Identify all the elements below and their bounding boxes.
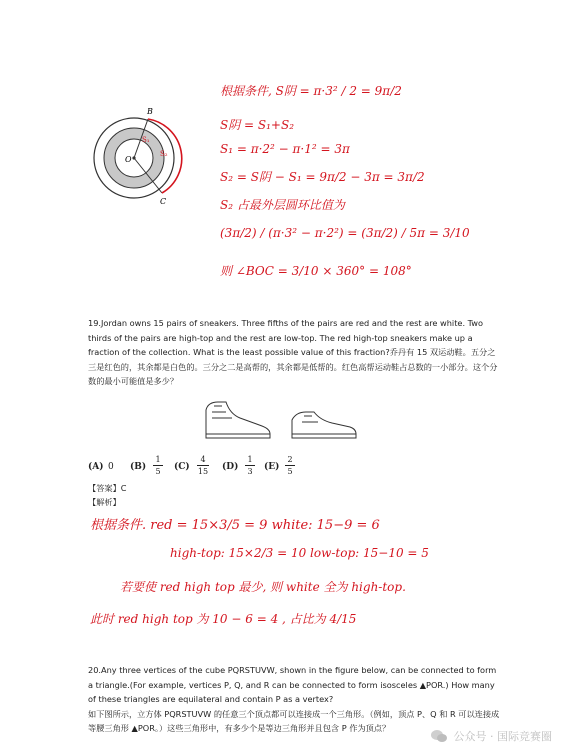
label-s1: S₁ (142, 136, 150, 144)
question-19 (88, 316, 500, 389)
answer-choices (88, 454, 388, 482)
label-o: O (125, 155, 132, 164)
label-s2: S₂ (160, 150, 168, 158)
low-top-sneaker-icon (292, 412, 356, 438)
bottom-solution-line-1: 根据条件. red = 15×3/5 = 9 white: 15−9 = 6 (90, 518, 380, 533)
choice-a-label: (A) (88, 462, 104, 472)
choice-a-value: 0 (108, 462, 114, 472)
answer-line: 【答案】C (88, 483, 127, 493)
top-solution-line-4: S₂ = S阴 − S₁ = 9π/2 − 3π = 3π/2 (220, 170, 425, 184)
top-solution-line-1: 根据条件, S阴 = π·3² / 2 = 9π/2 (220, 84, 402, 98)
high-top-sneaker-icon (206, 402, 270, 438)
choice-d-fraction: 1 3 (244, 454, 256, 477)
choice-c-label: (C) (174, 462, 190, 472)
watermark (430, 726, 553, 746)
top-solution-line-7: 则 ∠BOC = 3/10 × 360° = 108° (220, 264, 412, 278)
question-20-text-cn: 如下图所示，立方体 PQRSTUVW 的任意三个顶点都可以连接成一个三角形。（例如，顶点 P、Q 和 R 可以连接成等腰三角形 ▲POR。）这些三角形中，有多少个是等边三角形并且包含 P 作为顶点？ (88, 708, 500, 733)
question-20 (88, 663, 500, 736)
watermark-text: 公众号 · 国际竞赛圈 (453, 730, 552, 743)
top-solution-line-5: S₂ 占最外层圆环比值为 (220, 198, 345, 212)
choice-c-fraction: 4 15 (197, 455, 209, 476)
question-19-text-cn: 乔丹有 15 双运动鞋。五分之三是红色的，其余都是白色的。三分之二是高帮的，其余都是低帮的。红色高帮运动鞋占总数的一小部分。这个分数的最小可能值是多少？ (88, 347, 498, 386)
label-b: B (147, 107, 153, 116)
top-solution-line-6: (3π/2) / (π·3² − π·2²) = (3π/2) / 5π = 3/10 (220, 226, 470, 240)
choice-e-fraction: 2 5 (284, 454, 296, 477)
bottom-solution-line-2: high-top: 15×2/3 = 10 low-top: 15−10 = 5 (170, 546, 429, 560)
top-solution-line-3: S₁ = π·2² − π·1² = 3π (220, 142, 350, 156)
choice-e-label: (E) (264, 462, 280, 472)
bottom-solution-line-3: 若要使 red high top 最少, 则 white 全为 high-top. (120, 580, 406, 594)
question-19-text-en: 19.Jordan owns 15 pairs of sneakers. Three fifths of the pairs are red and the rest are white. Two thirds of the pairs are high-top and the rest are low-top. The red high-top sneakers make up a fraction of the collection. What is the least possible value of this fraction? (88, 318, 483, 357)
annulus-figure (92, 100, 202, 215)
analysis-label: 【解析】 (88, 497, 121, 507)
choice-d-label: (D) (222, 462, 239, 472)
top-solution-line-2: S阴 = S₁+S₂ (220, 118, 295, 132)
bottom-solution-line-4: 此时 red high top 为 10 − 6 = 4 , 占比为 4/15 (90, 612, 357, 626)
sneakers-illustration (200, 396, 360, 440)
choice-b-fraction: 1 5 (152, 454, 164, 477)
wechat-icon (430, 729, 448, 743)
question-20-text-en: 20.Any three vertices of the cube PQRSTUVW, shown in the figure below, can be connected to form a triangle.(For example, vertices P, Q, and R can be connected to form isosceles ▲POR.) How many of these triangles are equilateral and contain P as a vertex? (88, 665, 497, 704)
choice-b-label: (B) (130, 462, 147, 472)
center-point (132, 156, 135, 159)
label-c: C (160, 197, 167, 206)
